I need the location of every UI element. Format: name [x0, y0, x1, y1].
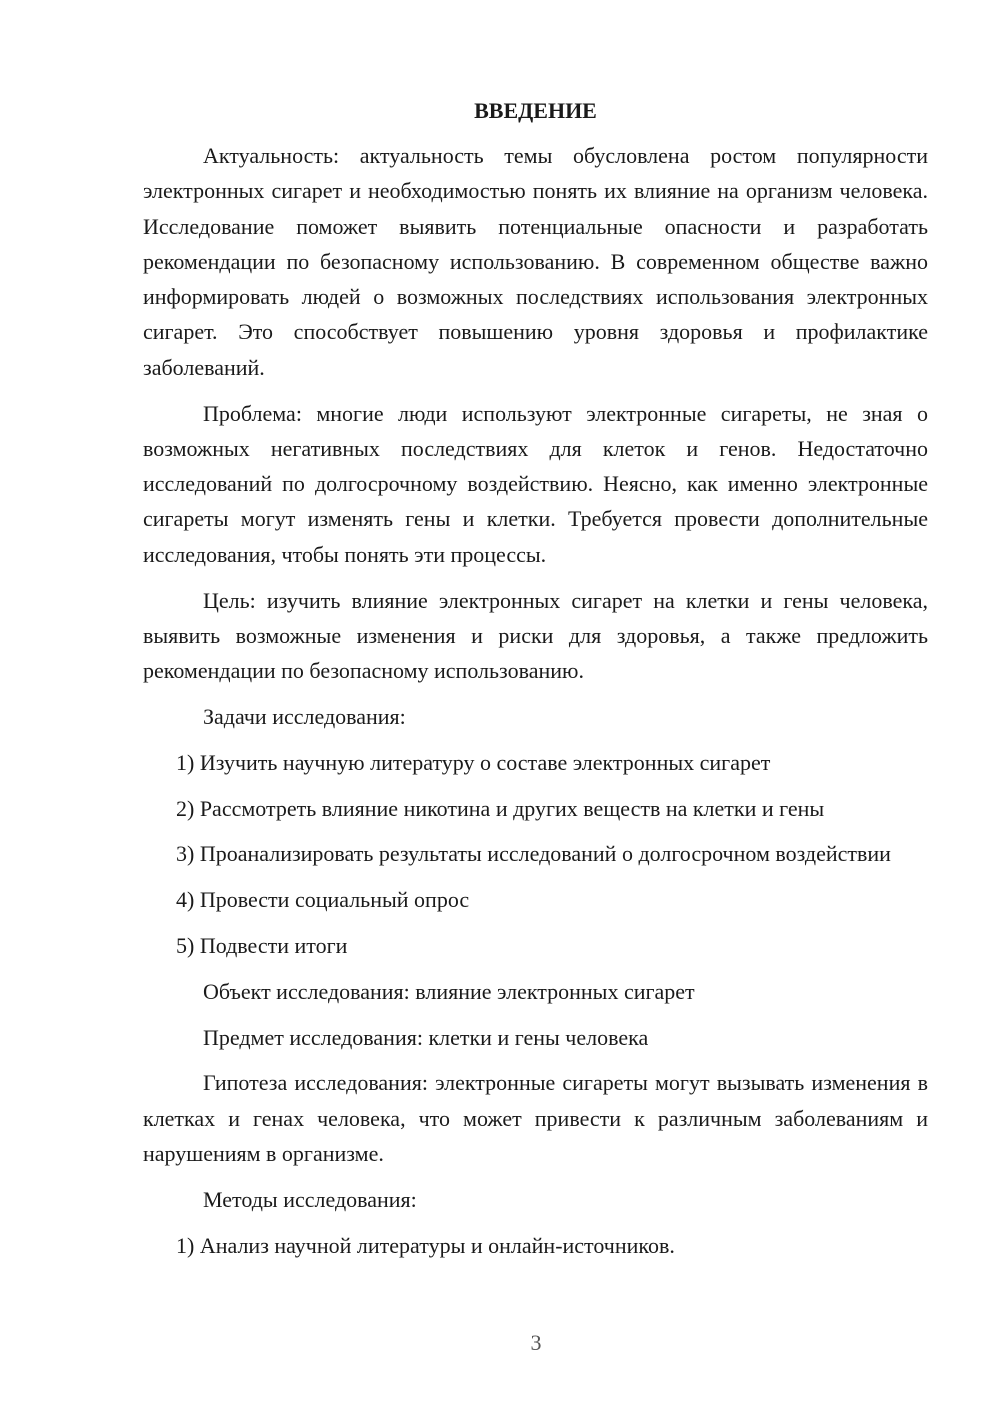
paragraph-object: Объект исследования: влияние электронных сигарет	[203, 978, 695, 1004]
paragraph-problem: Проблема: многие люди используют электронные сигареты, не зная о возможных негативных последствиях для клеток и генов. Недостаточно исследований по долгосрочному воздействию. Неясно, как именно электронные сигареты могут изменять гены и клетки. Требуется провести дополнительные исследования, чтобы понять эти процессы.	[143, 400, 928, 567]
page-content	[143, 93, 928, 1273]
method-item: 1) Анализ научной литературы и онлайн-источников.	[176, 1232, 675, 1258]
paragraph-goal: Цель: изучить влияние электронных сигарет на клетки и гены человека, выявить возможные изменения и риски для здоровья, а также предложить рекомендации по безопасному использованию.	[143, 587, 928, 684]
section-title: ВВЕДЕНИЕ	[474, 98, 597, 123]
paragraph-relevance: Актуальность: актуальность темы обусловлена ростом популярности электронных сигарет и необходимостью понять их влияние на организм человека. Исследование поможет выявить потенциальные опасности и разработать рекомендации по безопасному использованию. В современном обществе важно информировать людей о возможных последствиях использования электронных сигарет. Это способствует повышению уровня здоровья и профилактике заболеваний.	[143, 143, 928, 380]
tasks-heading: Задачи исследования:	[203, 703, 406, 729]
methods-heading: Методы исследования:	[203, 1186, 417, 1212]
task-item: 4) Провести социальный опрос	[176, 887, 470, 913]
page-number: 3	[530, 1330, 542, 1355]
paragraph-hypothesis: Гипотеза исследования: электронные сигареты могут вызывать изменения в клетках и генах человека, что может привести к различным заболеваниям и нарушениям в организме.	[143, 1070, 928, 1166]
task-item: 2) Рассмотреть влияние никотина и других веществ на клетки и гены	[176, 795, 825, 821]
task-item: 5) Подвести итоги	[176, 932, 348, 958]
task-item: 3) Проанализировать результаты исследований о долгосрочном воздействии	[176, 841, 891, 867]
paragraph-subject: Предмет исследования: клетки и гены человека	[203, 1024, 649, 1050]
task-item: 1) Изучить научную литературу о составе электронных сигарет	[176, 749, 771, 775]
